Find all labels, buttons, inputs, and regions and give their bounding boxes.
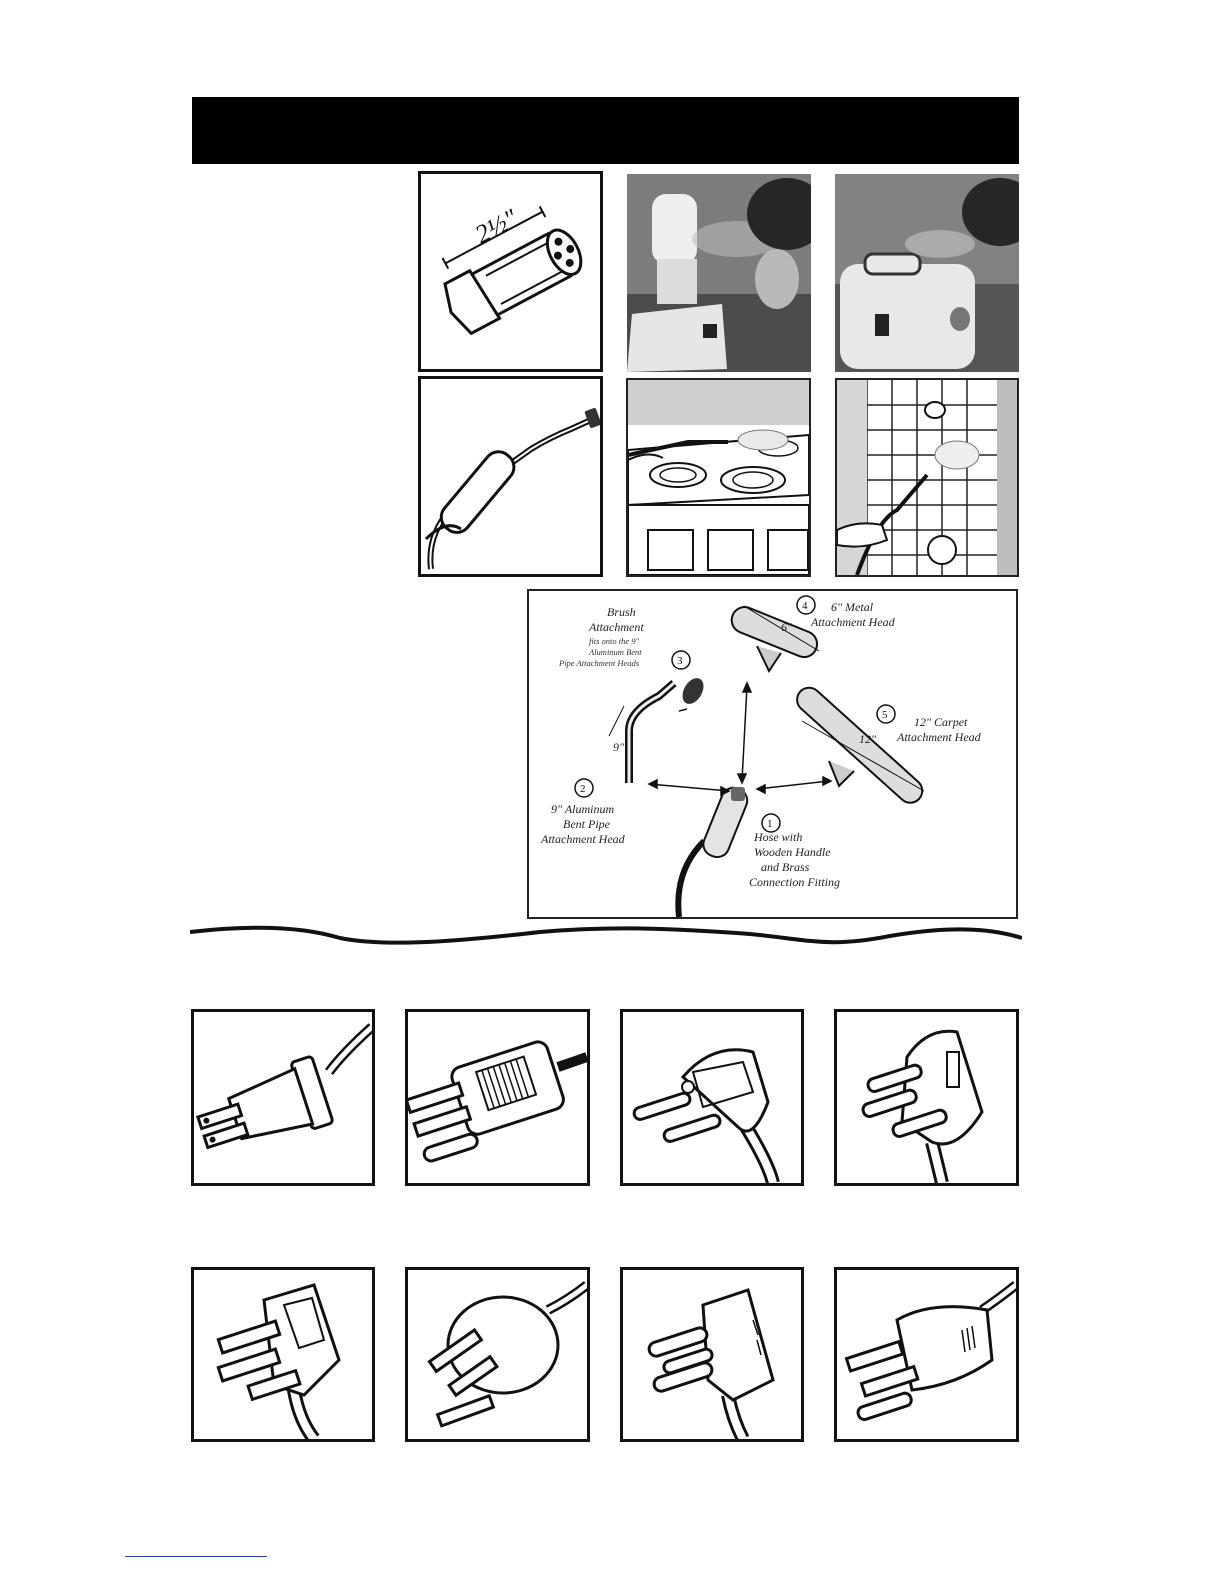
item-4-label-line-1: 6" Metal: [831, 600, 874, 614]
item-3-label-line-2: Attachment: [589, 620, 644, 634]
plug-type-g-icon: [194, 1270, 372, 1439]
item-1-label-line-2: Wooden Handle: [754, 845, 831, 859]
bent-pipe-attachment-panel: [418, 376, 603, 577]
item-5-label-line-2: Attachment Head: [897, 730, 981, 744]
item-3-label-line-1: Brush: [607, 605, 636, 619]
plug-type-a-icon: [194, 1012, 372, 1183]
bent-pipe-illustration: [421, 379, 600, 574]
nozzle-illustration: [421, 174, 600, 369]
item-3-number: 3: [677, 655, 683, 667]
plug-type-k-icon: [623, 1270, 801, 1439]
tile-cleaning-illustration: [835, 378, 1019, 577]
attachment-diagram-svg: [529, 591, 1016, 917]
plug-panel-8: [834, 1267, 1019, 1442]
plug-panel-4: [834, 1009, 1019, 1186]
item-4-number: 4: [802, 600, 808, 612]
item-3-note-line-2: Aluminum Bent: [589, 647, 642, 657]
wavy-divider: [190, 920, 1022, 950]
item-5-number: 5: [882, 709, 888, 721]
item-5-label-line-1: 12" Carpet: [914, 715, 968, 729]
item-1-label-line-1: Hose with: [754, 830, 803, 844]
plug-panel-1: [191, 1009, 375, 1186]
steamer-hat-photo-1: [627, 174, 811, 372]
nozzle-dimension-label: 2½": [470, 203, 523, 250]
plug-panel-7: [620, 1267, 804, 1442]
item-1-number: 1: [767, 818, 773, 830]
stove-cleaning-illustration: [626, 378, 811, 577]
plug-panel-6: [405, 1267, 590, 1442]
item-3-note-line-3: Pipe Attachment Heads: [559, 658, 640, 668]
plug-type-i-icon: [408, 1270, 587, 1439]
plug-panel-2: [405, 1009, 590, 1186]
attachment-diagram: [527, 589, 1018, 919]
plug-type-f-icon: [623, 1012, 801, 1183]
item-2-number: 2: [580, 783, 586, 795]
carpet-head-dimension: 12": [859, 732, 877, 746]
plug-type-b-small-icon: [837, 1270, 1016, 1439]
item-2-label-line-2: Bent Pipe: [563, 817, 610, 831]
item-4-label-line-2: Attachment Head: [811, 615, 895, 629]
brush-part: [678, 674, 708, 707]
item-1-label-line-4: Connection Fitting: [749, 875, 840, 889]
plug-type-d-icon: [837, 1012, 1016, 1183]
item-1-label-line-3: and Brass: [761, 860, 810, 874]
hose-handle-part: [678, 784, 751, 917]
plug-type-b-icon: [408, 1012, 587, 1183]
header-bar: [192, 97, 1019, 164]
bent-pipe-part: [629, 683, 674, 783]
bent-pipe-dimension: 9": [613, 740, 625, 754]
item-2-label-line-1: 9" Aluminum: [551, 802, 615, 816]
item-2-label-line-3: Attachment Head: [541, 832, 625, 846]
footer-underline: [125, 1556, 267, 1557]
steamer-hat-photo-2: [835, 174, 1019, 372]
plug-panel-5: [191, 1267, 375, 1442]
nozzle-attachment-panel: [418, 171, 603, 372]
metal-head-dimension: 6": [781, 620, 793, 634]
plug-panel-3: [620, 1009, 804, 1186]
item-3-note-line-1: fits onto the 9": [589, 636, 640, 646]
